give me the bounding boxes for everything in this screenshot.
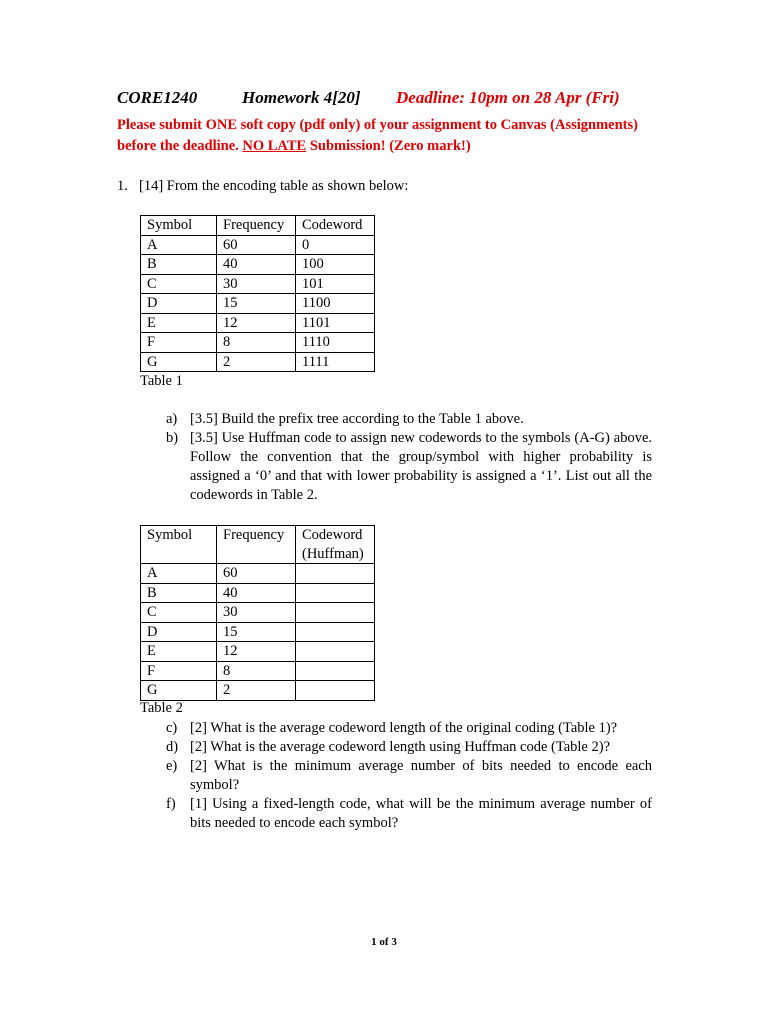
sub-question-label: b): [166, 430, 179, 446]
submission-notice: [117, 115, 657, 157]
table-cell: 1110: [296, 333, 375, 353]
table-cell: G: [141, 352, 217, 372]
sub-question-label: e): [166, 758, 178, 774]
table-row: [141, 603, 375, 623]
encoding-table-1: [140, 215, 375, 372]
table-cell: D: [141, 622, 217, 642]
course-code: CORE1240: [117, 88, 198, 107]
header-cell: Codeword: [296, 216, 375, 236]
table-row: [141, 583, 375, 603]
table-cell: [296, 642, 375, 662]
header-cell: Symbol: [141, 526, 217, 564]
sub-question-label: d): [166, 739, 179, 755]
table-cell: 60: [217, 235, 296, 255]
deadline: Deadline: 10pm on 28 Apr (Fri): [396, 88, 620, 107]
sub-question-label: a): [166, 411, 178, 427]
table-cell: 8: [217, 661, 296, 681]
notice-text-2: Submission! (Zero mark!): [306, 138, 471, 154]
table-cell: F: [141, 661, 217, 681]
table-cell: C: [141, 274, 217, 294]
table-2-caption: Table 2: [140, 700, 183, 716]
question-number: 1.: [117, 178, 128, 194]
table-cell: [296, 603, 375, 623]
header-cell: Frequency: [217, 526, 296, 564]
table-header-row: [141, 216, 375, 236]
table-row: [141, 642, 375, 662]
table-cell: 40: [217, 255, 296, 275]
header-cell: Frequency: [217, 216, 296, 236]
table-cell: A: [141, 564, 217, 584]
items-c-f: [166, 719, 652, 833]
table-cell: 2: [217, 352, 296, 372]
table-row: [141, 564, 375, 584]
sub-question-label: f): [166, 796, 176, 812]
sub-question: [166, 738, 652, 757]
table-cell: [296, 661, 375, 681]
table-cell: 30: [217, 274, 296, 294]
sub-question: [166, 429, 652, 505]
table-cell: 15: [217, 622, 296, 642]
table-cell: 12: [217, 642, 296, 662]
table-header-row: [141, 526, 375, 564]
table-cell: 30: [217, 603, 296, 623]
table-cell: 15: [217, 294, 296, 314]
table-cell: 40: [217, 583, 296, 603]
table-cell: [296, 583, 375, 603]
huffman-table-2: [140, 525, 375, 701]
table-cell: 1101: [296, 313, 375, 333]
notice-no-late: NO LATE: [242, 138, 307, 154]
table-row: [141, 313, 375, 333]
table-row: [141, 681, 375, 701]
page-number: 1 of 3: [371, 936, 397, 948]
table-cell: 1100: [296, 294, 375, 314]
table-cell: 60: [217, 564, 296, 584]
table-cell: 101: [296, 274, 375, 294]
table-cell: E: [141, 642, 217, 662]
table-cell: C: [141, 603, 217, 623]
homework-title: Homework 4[20]: [242, 88, 361, 107]
table-cell: 2: [217, 681, 296, 701]
table-row: [141, 622, 375, 642]
table-cell: 8: [217, 333, 296, 353]
sub-question: [166, 757, 652, 795]
table-row: [141, 255, 375, 275]
items-a-b: [166, 410, 652, 505]
sub-question-text: [3.5] Build the prefix tree according to the Table 1 above.: [190, 411, 524, 427]
sub-question-text: [2] What is the minimum average number of bits needed to encode each symbol?: [190, 758, 652, 793]
header-cell: Codeword (Huffman): [296, 526, 375, 564]
table-cell: 0: [296, 235, 375, 255]
document-header: [117, 88, 620, 108]
table-cell: 12: [217, 313, 296, 333]
sub-question-text: [2] What is the average codeword length using Huffman code (Table 2)?: [190, 739, 611, 755]
table-cell: B: [141, 583, 217, 603]
sub-question: [166, 410, 652, 429]
table-cell: [296, 681, 375, 701]
table-cell: A: [141, 235, 217, 255]
sub-question-text: [2] What is the average codeword length of the original coding (Table 1)?: [190, 720, 618, 736]
table-cell: [296, 564, 375, 584]
sub-question-text: [1] Using a fixed-length code, what will be the minimum average number of bits needed to encode each symbol?: [190, 796, 652, 831]
table-cell: E: [141, 313, 217, 333]
table-cell: G: [141, 681, 217, 701]
table-1-caption: Table 1: [140, 373, 183, 389]
header-cell: Symbol: [141, 216, 217, 236]
question-1: [117, 178, 408, 195]
table-cell: 1111: [296, 352, 375, 372]
sub-question: [166, 795, 652, 833]
table-row: [141, 352, 375, 372]
sub-question-label: c): [166, 720, 178, 736]
sub-question-text: [3.5] Use Huffman code to assign new codewords to the symbols (A-G) above. Follow the convention that the group/symbol with higher probability is assigned a ‘0’ and that with lower probability is assigned a ‘1’. List out all the codewords in Table 2.: [190, 430, 652, 503]
table-row: [141, 294, 375, 314]
sub-question: [166, 719, 652, 738]
table-cell: 100: [296, 255, 375, 275]
table-row: [141, 333, 375, 353]
table-cell: D: [141, 294, 217, 314]
table-row: [141, 274, 375, 294]
table-cell: B: [141, 255, 217, 275]
question-text: [14] From the encoding table as shown below:: [139, 178, 409, 194]
table-row: [141, 235, 375, 255]
notice-text-1: Please submit ONE soft copy (pdf only) of your assignment to Canvas (Assignments) before the deadline.: [117, 117, 638, 154]
table-row: [141, 661, 375, 681]
table-cell: F: [141, 333, 217, 353]
table-cell: [296, 622, 375, 642]
